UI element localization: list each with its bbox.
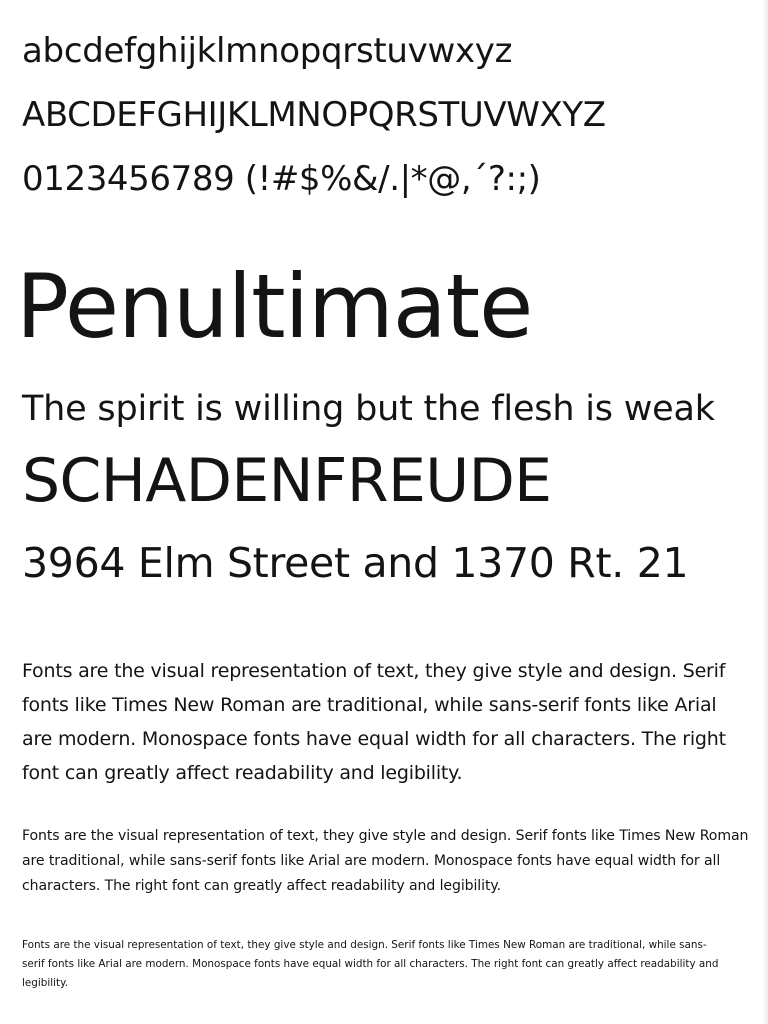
paragraph-large: Fonts are the visual representation of text, they give style and design. Serif fonts like Times New Roman are traditional, while sans-serif fonts like Arial are modern. Monospace fonts have equal width for all characters. The right font can greatly affect readability and legibility. <box>22 660 726 784</box>
display-word: Penultimate <box>16 255 533 358</box>
lowercase-alphabet: abcdefghijklmnopqrstuvwxyz <box>22 31 513 71</box>
paragraph-medium: Fonts are the visual representation of text, they give style and design. Serif fonts like Times New Roman are traditional, while sans-serif fonts like Arial are modern. Monospace fonts have equal width for all characters. The right font can greatly affect readability and legibility. <box>22 828 749 894</box>
page-edge-shadow <box>762 0 768 1024</box>
paragraph-small: Fonts are the visual representation of text, they give style and design. Serif fonts like Times New Roman are traditional, while sans-serif fonts like Arial are modern. Monospace fonts have equal width for all characters. The right font can greatly affect readability and legibility. <box>22 939 719 989</box>
caps-word: SCHADENFREUDE <box>22 446 552 516</box>
sample-phrase: The spirit is willing but the flesh is weak <box>22 389 715 429</box>
uppercase-alphabet: ABCDEFGHIJKLMNOPQRSTUVWXYZ <box>22 95 606 135</box>
digits-and-symbols: 0123456789 (!#$%&/.|*@,´?:;) <box>22 159 541 199</box>
sample-address: 3964 Elm Street and 1370 Rt. 21 <box>22 539 689 587</box>
